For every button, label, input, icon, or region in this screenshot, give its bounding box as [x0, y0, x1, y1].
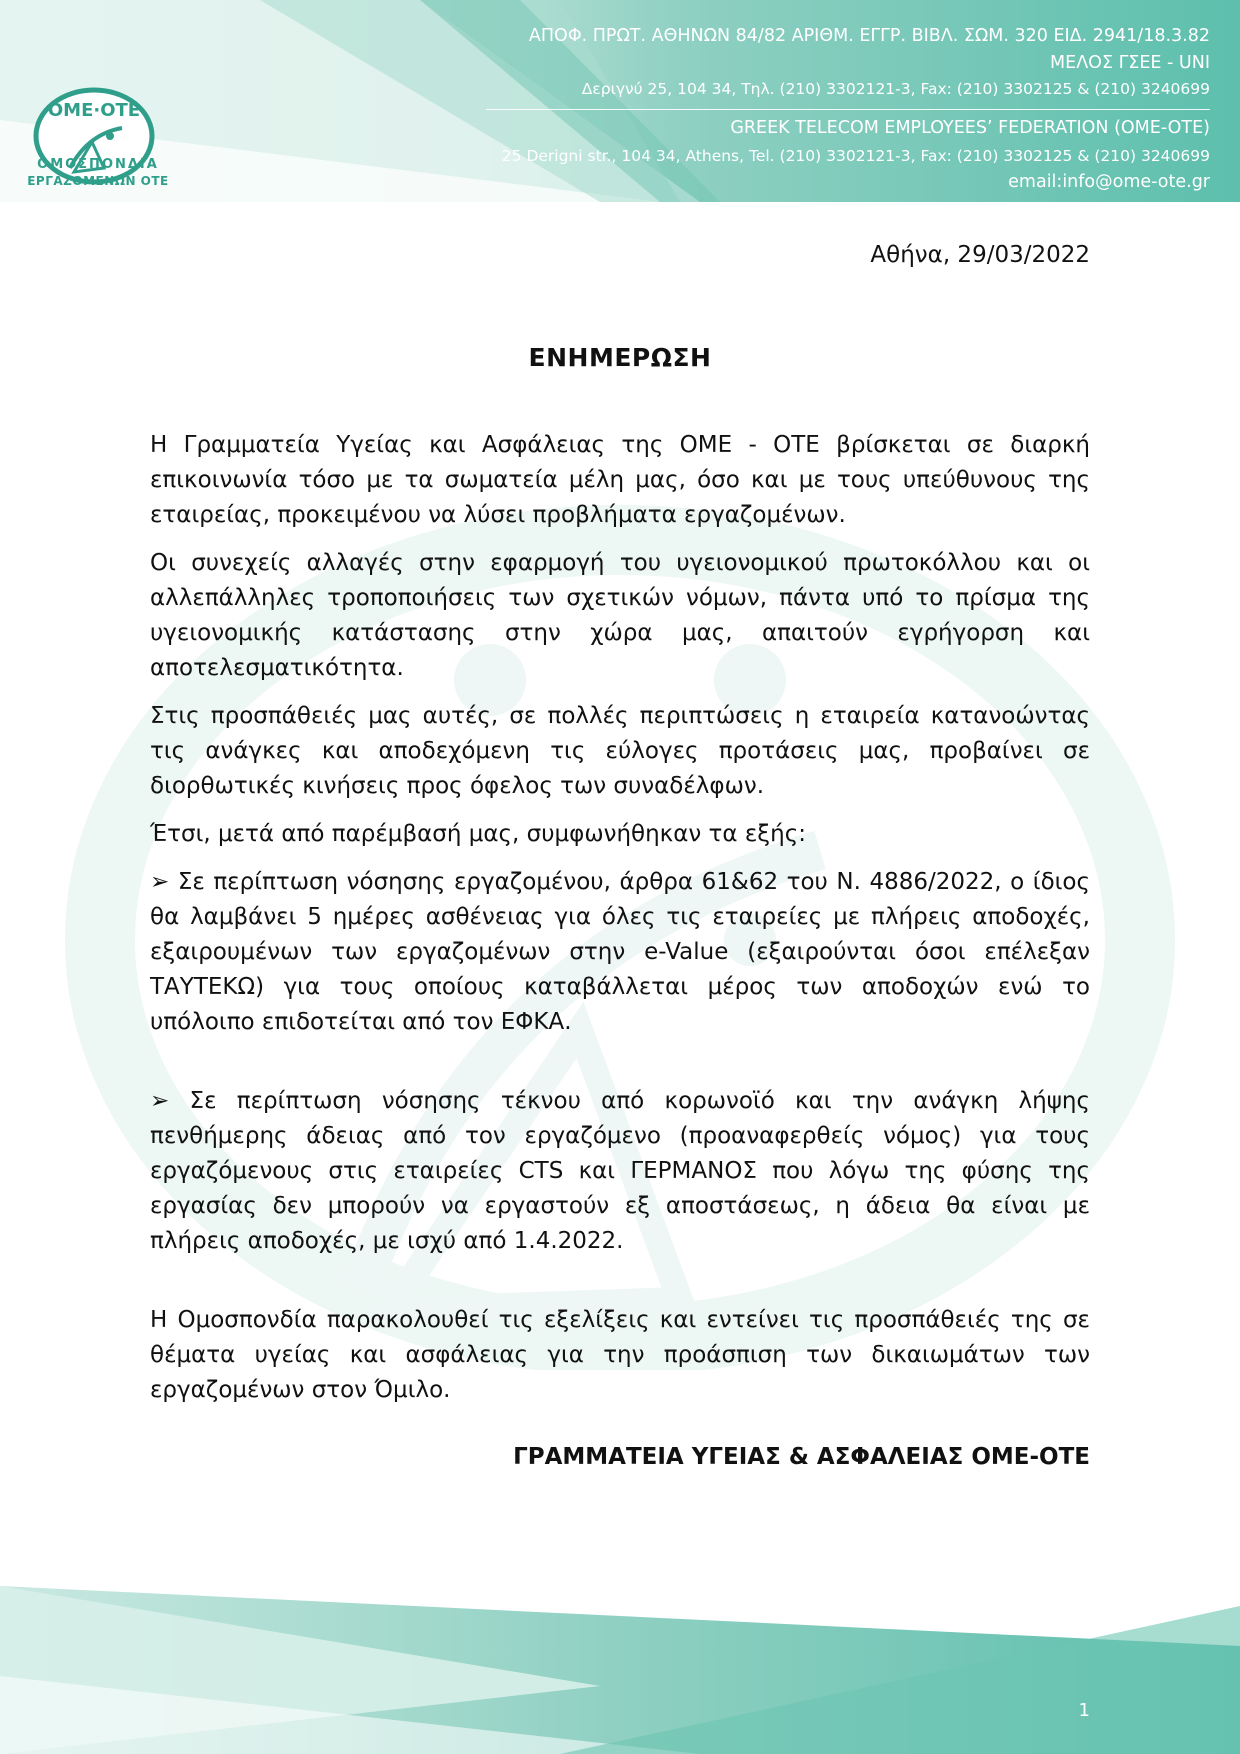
paragraph-intro: Η Γραμματεία Υγείας και Ασφάλειας της ΟΜΕ - ΟΤΕ βρίσκεται σε διαρκή επικοινωνία τόσο με τα σωματεία μέλη μας, όσο και με τους υπεύθυνους της εταιρείας, προκειμένου να λύσει προβλήματα εργαζομένων.: [150, 432, 1090, 528]
header-registration: ΑΠΟΦ. ΠΡΩΤ. ΑΘΗΝΩΝ 84/82 ΑΡΙΘΜ. ΕΓΓΡ. ΒΙΒΛ. ΣΩΜ. 320 ΕΙΔ. 2941/18.3.82: [528, 26, 1210, 46]
bullet-employee-illness: ➢ Σε περίπτωση νόσησης εργαζομένου, άρθρα 61&62 του Ν. 4886/2022, ο ίδιος θα λαμβάνει 5 ημέρες ασθένειας για όλες τις εταιρείες με πλήρεις αποδοχές, εξαιρουμένων των εργαζομένων στην e-Value (εξαιρούνται όσοι επέλεξαν ΤΑΥΤΕΚΩ) για τους οποίους καταβάλλεται μέρος των αποδοχών ενώ το υπόλοιπο επιδοτείται από τον ΕΦΚΑ.: [150, 869, 1090, 1035]
header-address-greek: Δεριγνύ 25, 104 34, Τηλ. (210) 3302121-3, Fax: (210) 3302125 & (210) 3240699: [581, 80, 1210, 98]
header-membership: ΜΕΛΟΣ ΓΣΕΕ - UNI: [1050, 53, 1210, 73]
document-signature: ΓΡΑΜΜΑΤΕΙΑ ΥΓΕΙΑΣ & ΑΣΦΑΛΕΙΑΣ ΟΜΕ-ΟΤΕ: [513, 1444, 1090, 1470]
paragraph-efforts: Στις προσπάθειές μας αυτές, σε πολλές περιπτώσεις η εταιρεία κατανοώντας τις ανάγκες και αποδεχόμενη τις εύλογες προτάσεις μας, προβαίνει σε διορθωτικές κινήσεις προς όφελος των συναδέλφων.: [150, 703, 1090, 799]
header-address-english: 25 Derigni str., 104 34, Athens, Tel. (210) 3302121-3, Fax: (210) 3302125 & (210) 3240699: [501, 147, 1210, 165]
footer-decoration: [0, 1586, 1240, 1754]
logo-line-2: ΕΡΓΑΖΟΜΕΝΩΝ ΟΤΕ: [27, 174, 169, 188]
document-body: [150, 428, 1090, 1421]
logo-line-1: ΟΜΟΣΠΟΝΔΙΑ: [37, 157, 159, 172]
header-english-name: GREEK TELECOM EMPLOYEES’ FEDERATION (OME-OTE): [730, 118, 1210, 138]
document-title: ΕΝΗΜΕΡΩΣΗ: [528, 343, 712, 372]
paragraph-changes: Οι συνεχείς αλλαγές στην εφαρμογή του υγειονομικού πρωτοκόλλου και οι αλλεπάλληλες τροποποιήσεις των σχετικών νόμων, πάντα υπό το πρίσμα της υγειονομικής κατάστασης στην χώρα μας, απαιτούν εγρήγορση και αποτελεσματικότητα.: [150, 550, 1090, 681]
header-divider: [486, 109, 1210, 110]
logo-mark-text: ΟΜΕ·ΟΤΕ: [47, 100, 141, 121]
paragraph-agreement-intro: Έτσι, μετά από παρέμβασή μας, συμφωνήθηκαν τα εξής:: [150, 821, 806, 847]
header-email: email:info@ome-ote.gr: [1008, 172, 1210, 192]
letterhead-header: [0, 0, 1240, 202]
paragraph-closing: Η Ομοσπονδία παρακολουθεί τις εξελίξεις και εντείνει τις προσπάθειές της σε θέματα υγείας και ασφάλειας για την προάσπιση των δικαιωμάτων των εργαζομένων στον Όμιλο.: [150, 1307, 1090, 1403]
bullet-child-illness: ➢ Σε περίπτωση νόσησης τέκνου από κορωνοϊό και την ανάγκη λήψης πενθήμερης άδειας από τον εργαζόμενο (προαναφερθείς νόμος) για τους εργαζόμενους στις εταιρείες CTS και ΓΕΡΜΑΝΟΣ που λόγω της φύσης της εργασίας δεν μπορούν να εργαστούν εξ αποστάσεως, η άδεια θα είναι με πλήρεις αποδοχές, με ισχύ από 1.4.2022.: [150, 1088, 1090, 1254]
page-number: 1: [1078, 1700, 1090, 1721]
document-date: Αθήνα, 29/03/2022: [870, 242, 1090, 268]
